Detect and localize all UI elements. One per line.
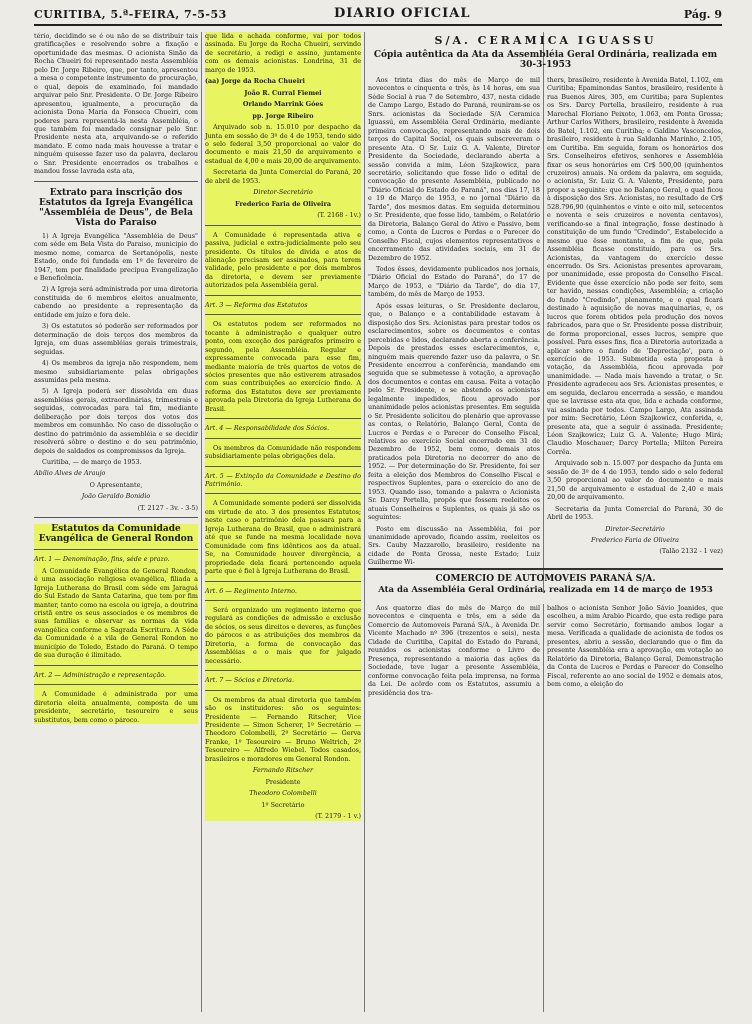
divider (34, 665, 198, 666)
paragraph: Secretaria da Junta Comercial do Paraná, 30 de Abril de 1953. (547, 504, 723, 522)
header-page-number: Pág. 9 (683, 8, 722, 21)
section-subtitle: Ata da Assembléia Geral Ordinária, realizada em 14 de março de 1953 (378, 585, 713, 595)
signature-name: Frederico Faria de Oliveira (235, 199, 331, 208)
signature-name: João Geraldo Bonidio (81, 492, 151, 501)
header-location-date: CURITIBA, 5.ª-FEIRA, 7-5-53 (34, 8, 227, 21)
paragraph: A Comunidade é administrada por uma diretoria eleita anualmente, composta de um presidente, secretário, tesoureiro e seus substitutos, bem como o pároco. (34, 690, 198, 724)
column-3-lower (368, 604, 540, 1012)
reference-code: (T. 2127 - 3v. - 3-5) (137, 503, 198, 512)
paragraph: Aos quatorze dias do mês de Março de mil novecentos e cinquenta e três, em a séde da Comercio de Automoveis Paraná S/A., à Avenida Dr. Vicente Machado nº 396 (trezentos e seis), nesta Cidade de Curitiba, Capital do Estado do Paraná, reunidos os acionistas conforme o Livro de Presença, representando a maioria das ações da Sociedade, teve lugar a presente Assembléia, conforme convocação feita pela imprensa, na forma da Lei. De acôrdo com os Estatutos, assumiu a presidência dos tra- (368, 604, 540, 697)
paragraph: 1) A Igreja Evangélica "Assembléia de Deus" com séde em Bela Vista do Paraiso, municipio do mesmo nome, comarca de Sertanópolis, neste Estado, onde foi fundada em 1º de fevereiro de 1947, tem por finalidade precípua Evangelização e Beneficência. (34, 231, 198, 282)
signature-name: (aa) Jorge da Rocha Chueiri (205, 77, 305, 86)
article-heading: Art. 4 — Responsabilidade dos Sócios. (205, 424, 330, 433)
paragraph: Arquivado sob n. 15.007 por despacho da Junta em sessão de 3º de 4 de 1953, tendo sido o selo federal 3,50 proporcional ao valor do documento e mais 21,50 de arquivamento e estadual de 2,40 e mais 20,00 de arquivamento. (547, 459, 723, 502)
signature-name: Theodoro Colombelli (249, 789, 317, 798)
paragraph: A Comunidade é representada ativa e passiva, judicial e extra-judicialmente pelo seu presidente. Os títulos de divida e atos de alienação precisam ser assinados, para terem validade, pelo presidente e por dois membros da diretoria, e devem ser previamente autorizados pela Assembléia geral. (205, 230, 361, 290)
divider (205, 493, 361, 494)
column-divider (543, 604, 544, 1012)
signature-name: Orlando Marrink Góes (242, 100, 324, 109)
signature-role: 1º Secretário (261, 800, 305, 809)
column-divider (201, 32, 202, 1012)
article-heading: Art. 6 — Regimento Interno. (205, 586, 297, 595)
divider (205, 438, 361, 439)
signature-name: Frederico Faria de Oliveira (591, 536, 679, 545)
header-newspaper-title: DIARIO OFICIAL (334, 6, 471, 21)
highlighted-block (34, 524, 198, 724)
paragraph: 2) A Igreja será administrada por uma diretoria constituida de 6 membros eleitos anualmente, cabendo ao presidente a representação da entidade em juízo e fora dele. (34, 285, 198, 319)
signature-name: pp. Jorge Ribeiro (252, 111, 314, 120)
paragraph: A Comunidade somente poderá ser dissolvida em virtude de ato. 3 dos presentes Estatutos; neste caso o patrimônio dela passará para a Igreja Lutherana do Brasil, que o administrará até que se funde na mesma localidade nova Comunidade com fins idênticos aos da atual. Se, na Comunidade houver divergência, a propriedade dela ficará pertencendo aquela parte que é fiel à Igreja Lutherana do Brasil. (205, 499, 361, 576)
reference-code: (T. 2179 - 1 v.) (315, 812, 361, 821)
date-line: Curitiba, — de março de 1953. (42, 458, 142, 467)
article-heading: Art. 7 — Sócios e Diretoria. (205, 676, 295, 685)
column-4 (547, 76, 723, 560)
column-2 (205, 32, 361, 1012)
article-heading: Art. 2 — Administração e representação. (34, 670, 167, 679)
divider (34, 549, 198, 550)
reference-code: (T. 2168 - 1v.) (317, 211, 361, 220)
signature-name: Fernando Ritscher (252, 766, 314, 775)
paragraph: Os estatutos podem ser reformados no tocante à administração e qualquer outro ponto, com exceção dos parágrafos primeiro e segundo, pela Assembléia. Regular e expressamente convocada para esse fim, mediante maioria de três quartos de votos de sócios presentes que não estiverem atrasados com suas contribuições ao exercício findo. A reforma dos Estatutos deve ser previamente aprovada pela Diretoria da Igreja Lutherana do Brasil. (205, 320, 361, 413)
paragraph: thers, brasileiro, residente à Avenida Batel, 1.102, em Curitiba; Epaminondas Santos, brasileiro, residente à rua Buenos Aires, 305, em Curitiba; para Suplentes os Srs. Darcy Portella, brasileiro, residente à rua Marechal Floriano Peixoto, 1.063, em Ponta Grossa; Arthur Carlos Withers, brasileiro, residente à Avenida do Batel, 1.102, em Curitiba; e Galdino Vasconcelos, brasileiro, residente à rua Saldanha Marinho, 2.105, em Curitiba. Em seguida, foram os honorários dos Srs. Conselheiros efetivos, senhores e Assembléia fixar os seus honorários em Cr$ 500,00 (quinhentos cruzeiros) anuais. Na ordem da palavra, em seguida, o acionista, Sr. Luiz G. A. Valente, Presidente, para propor a seguinte: que no Balanço Geral, o qual ficou à disposição dos Srs. Acionistas, no resultado de Cr$ 528.796,90 (quinhentos e vinte e oito mil, setecentos e noventa e seis cruzeiros e noventa centavos), verificando-se a final integração, fosse destinado à constituição de um fundo "Credindo", Estabelecido a mesmo que êsse montante, a fim de que, pela Assembléia ficasse constituído, para os Srs. Acionistas, da vantagem do exercício desse encerrado. Os Srs. Acionistas presentes aprovaram, por unanimidade, esse proposta do Conselho Fiscal. Evidente que êsse exercício não pode ser feito, sem ter havido, nessas condições, Assembléia; a criação do fundo "Credindo", plenamente, e o qual ficará destinado à aquisição de novas maquinarias, e, os lucros que forem obtidos pela produção dos novos fabricados, para que o Sr. Presidente possa distribuir, de forma proporcional, esses lucros, sempre que possível. Para esses fins, fica a Diretoria autorizada a aplicar sobre o fundo de 'Depreciação', para o exercício de 1953. Submetida esta proposta à votação, da Assembléia, ficou aprovada por unanimidade. — Nada mais havendo a tratar, o Sr. Presidente agradeceu aos Srs. Acionistas presentes, e em seguida, declarou encerrada a sessão, e mandou que se lavrasse esta ata que, lida e achada conforme, vai assinada por todos. Campo Largo, Ata assinada por mim: Secretário, Léon Szajkowicz, conferida, e, presente ata, que a seguir é assinada. Presidente; Léon Szajkowicz; Luiz G. A. Valente; Hugo Mirá; Claudio Moschauer; Darcy Portella; Milton Pereira Corrêa. (547, 76, 723, 456)
column-divider (364, 32, 365, 1012)
signature-name: João R. Curral Fiemei (244, 88, 322, 97)
signature-role: Presidente (265, 777, 301, 786)
paragraph: Arquivado sob n. 15.010 por despacho da Junta em sessão de 3º de 4 de 1953, tendo sido o selo federal 3,50 proporcional ao valor do documento e mais 21,50 de arquivamento e estadual de 4,00 e mais 20,00 de arquivamento. (205, 123, 361, 165)
signature-role: O Apresentante, (89, 480, 143, 489)
divider (34, 684, 198, 685)
signature-name: Abílio Alves de Araujo (34, 469, 106, 478)
article-heading: Art. 5 — Extinção da Comunidade e Destino do Patrimônio. (205, 471, 361, 489)
article-heading: Art. 3 — Reforma dos Estatutos (205, 300, 308, 309)
divider (205, 690, 361, 691)
section-title-igreja-assembleia: Extrato para inscrição dos Estatutos da Igreja Evangélica "Assembléia de Deus", de Bela Vista do Paraiso (38, 187, 194, 228)
article-heading: Art. 1 — Denominação, fins, séde e prazo. (34, 555, 170, 564)
company-title: S/A. CERAMICA IGUASSU (434, 34, 657, 47)
highlighted-block (205, 32, 361, 821)
page-header (34, 6, 722, 26)
paragraph: 5) A Igreja poderá ser dissolvida em duas assembléias gerais, extraordinárias, trimestrais e seguidas, convocadas para tal fim, mediante deliberação por dois terços dos votos dos membros em comunhão. No caso de dissolução o destino do patrimônio da assembléia e se decidir resolverá sôbre o destino e do seu patrimônio, depois de saldados os compromissos da Igreja. (34, 387, 198, 455)
paragraph: 3) Os estatutos só poderão ser reformados por determinação de dois terços dos membros da Igreja, em duas assembléias gerais trimestrais, seguidas. (34, 322, 198, 356)
section-subtitle: Cópia autêntica da Ata da Assembléia Geral Ordinária, realizada em 30-3-1953 (373, 50, 718, 70)
company-title: COMERCIO DE AUTOMOVEIS PARANÁ S/A. (435, 574, 656, 584)
divider (205, 466, 361, 467)
divider (205, 581, 361, 582)
divider (205, 600, 361, 601)
signature-role: Diretor-Secretário (605, 524, 665, 533)
signature-role: Diretor-Secretário (253, 188, 313, 197)
continuation-text: tério, decidindo se é ou não de se distribuir tais gratificações e resolvendo sobre a fixação e oportunidade das mesmas. O acionista Sinão da Rocha Chueiri foi representado nesta Assembléia pelo Dr. Jorge Ribeiro, que, por tanto, apresentou a mesa o competente instrumento de procuração, o qual, depois de examinado, foi mandado arquivar pelo Snr. Presidente. O Dr. Jorge Ribeiro apresentou, igualmente, a procuração da acionista Dona Maria da Fonseca Chueiri, com poderes para representá-la nesta Assembléia, o que também foi mandado consignar pelo Snr. Presidente nesta ata, arquivando-se o referido mandato. E como nada mais houvesse a tratar e ninguém quisesse fazer uso da palavra, declarou o Snr. Presidente encerrados os trabalhos e mandou fosse lavrada esta ata, (34, 32, 198, 176)
divider (205, 314, 361, 315)
paragraph: Os membros da atual diretoria que também são os instituidores: são os seguintes: Presidente — Fernando Ritscher, Vice Presidente — Simon Scherer, 1º Secretário — Theodoro Colombelli, 2º Secretário — Gerva Franke, 1º Tesoureiro — Bruno Weltrich, 2º Tesoureiro — Alfredo Wiebel. Todos casados, brasileiros e moradores em General Rondon. (205, 695, 361, 763)
paragraph: Após essas leituras, o Sr. Presidente declarou, que, o Balanço e a contabilidade estavam à disposição dos Srs. Acionistas para prestar todos os esclarecimentos, sobre os documentos e contas percebidas e lidos, declarando aberta a conferência. Depois de prestados esses esclarecimentos, e, ninguém mais querendo fazer uso da palavra, o Sr. Presidente encerrou a conferência, mandando em seguida que se submetesse à votação, a aprovação dos documentos e contas em causa. Feita a votação pelo Sr. Presidente, e se abstendo os acionistas legalmente impedidos, ficou aprovado por unanimidade pelos acionistas presentes. Em seguida o Sr. Presidente solicitou do plenário que aprovasse as contas, o Relatório, Balanço Geral, Conta de Lucros e Perdas e o Parecer do Conselho Fiscal, relativos ao exercício Social encerrado em 31 de Dezembro de 1952, bem como, demais atos praticados pela Diretoria no decorrer do ano de 1952. — Por determinação do Sr. Presidente, foi ser feita a eleição dos Membros do Conselho Fiscal e respectivos Suplentes, para o exercício do ano de 1953. Quando isso, tomando a palavra o Acionista Sr. Darcy Portella, propôs que fossem reeleitos os atuais Conselheiros e Suplentes, os quais já são os seguintes: (368, 301, 540, 522)
column-divider (543, 32, 544, 592)
paragraph: 4) Os membros da igreja não respondem, nem mesmo subsidiariamente pelas obrigações assumidas pela mesma. (34, 359, 198, 384)
paragraph: balhos o acionista Senhor João Sávio Joanides, que escolheu, a mim Arabio Picardo, que esta redige para servir como Secretário, formando ambos logar a mesa. Verificada a qualidade de acionista de todos os presentes, abriu a sessão, declarando que o fim da presente Assembléia era a aprovação, em votação ao Relatório da Diretoria, Balanço Geral, Demonstração da Conta de Lucros e Perdas e Parecer do Conselho Fiscal, referente ao ano social de 1952 e demais atos, bem como, a eleição do (547, 604, 723, 689)
reference-code: (Talão 2132 - 1 vez) (659, 547, 723, 556)
ceramica-section-header (368, 32, 723, 75)
paragraph: Será organizado um regimento interno que regulará as condições de admissão e exclusão de sócios, os seus direitos e deveres, as funções do párocos e as atribuições dos membros da Diretoria, a forma de convocação das Assembléias e o mais que for julgado necessário. (205, 606, 361, 665)
column-1 (34, 32, 198, 1012)
column-3 (368, 76, 540, 567)
paragraph: Secretaria da Junta Comercial do Paraná, 20 de abril de 1953. (205, 168, 361, 185)
paragraph: Os membros da Comunidade não respondem subsidiariamente pelas obrigações dela. (205, 443, 361, 461)
divider (34, 517, 198, 518)
divider (205, 295, 361, 296)
continuation-text: que lida e achada conforme, vai por todos assinada. Eu Jorge da Rocha Chueiri, servindo de secretário, a redigi e assino, juntamente com os demais acionistas. Londrina, 31 de março de 1953. (205, 32, 361, 74)
column-4-lower (547, 604, 723, 1012)
paragraph: Aos trinta dias do mês de Março de mil novecentos e cinquenta e três, às 14 horas, em sua Séde Social à rua 7 de Setembro, 437, nesta cidade de Campo Largo, Estado do Paraná, reuniram-se os Snrs. acionistas da Sociedade S/A Ceramica Iguassú, em Assembléia Geral Ordinária, mediante primeira convocação, representando mais de dois terços do Capital Social, os quais subscreveram o presente Ata. O Sr. Luiz G. A. Valente, Diretor Presidente da Sociedade, declarando aberta a sessão convida a mim, Léon Szajkowicz, para secretário, solicitando que fosse lido o edital de convocação do presente Assembléia, publicado no "Diário Oficial do Estado do Paraná", nos dias 17, 18 e 19 de Março de 1953, e no jornal "Diário da Tarde", dos mesmos datas. Em seguida determinou o Sr. Presidente, que fosse lido, também, o Relatório da Diretoria, Balanço Geral do Ativo e Passivo, bem como, a Conta de Lucros e Perdas e o Parecer do Conselho Fiscal, cujos elementos representativos e encerramento das atividades sociais, em 31 de Dezembro de 1952. (368, 76, 540, 262)
paragraph: Posto em discussão na Assembléia, foi por unanimidade aprovado, ficando assim, reeleitos os Srs. Cauby Mazzarollo, brasileiro, residente na cidade de Ponta Grossa, neste Estado; Luiz Guilherme Wi- (368, 524, 540, 567)
divider (205, 670, 361, 671)
paragraph: Todos êsses, devidamente publicados nos jornais, "Diário Oficial do Estado do Paraná", do 17 de Março de 1953, e "Diário da Tarde", do dia 17, também, do mês de Março de 1953. (368, 264, 540, 299)
paragraph: A Comunidade Evangélica de General Rondon, é uma associação religiosa evangélica, filiada a Igreja Lutherana do Brasil com séde em Jaraguá do Sul Estado de Santa Catarina, que tem por fim manter, tanto como na escola ou igreja, a doutrina cristã entre os seus associados e os membros de suas familias e observar as normas da vida evangélica conforme a Sagrada Escritura. A Séde da Comunidade é a vila de General Rondon no município de Toledo, Estado do Paraná. O tempo de sua duração é ilimitado. (34, 566, 198, 660)
section-title-comunidade-evangelica: Estatutos da Comunidade Evangélica de General Rondon (38, 524, 194, 545)
automoveis-section-header (368, 568, 723, 599)
divider (34, 181, 198, 182)
divider (205, 418, 361, 419)
divider (205, 225, 361, 226)
